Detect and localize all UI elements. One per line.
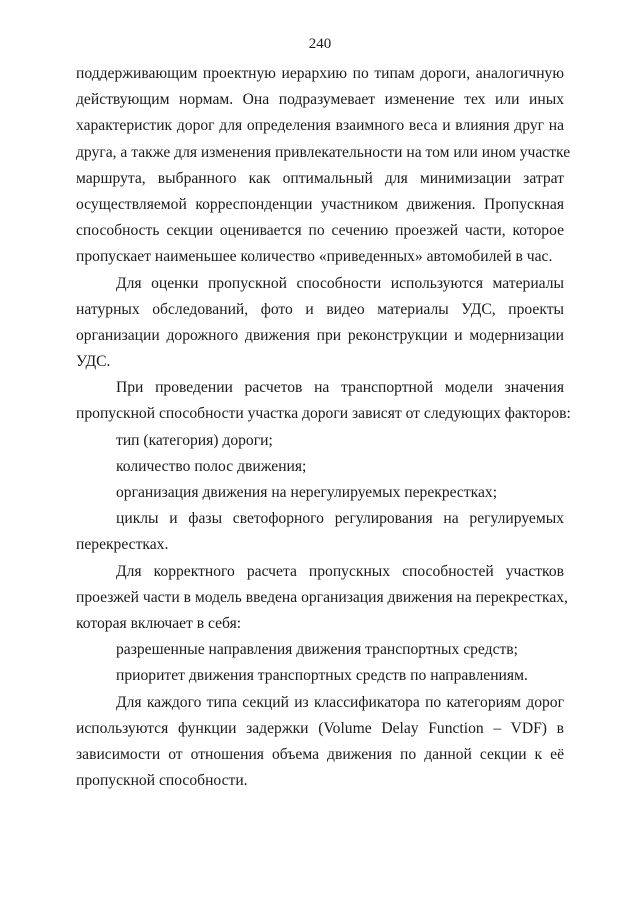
text-line: При проведении расчетов на транспортной модели значения (116, 379, 564, 397)
text-line: Для каждого типа секций из классификатора по категориям дорог (116, 693, 564, 711)
text-line: пропускной способности участка дороги зависят от следующих факторов: (76, 405, 571, 423)
list-item: тип (категория) дороги; (116, 431, 273, 449)
text-line: зависимости от отношения объема движения по данной секции к её (76, 745, 564, 763)
text-line: используются функции задержки (Volume Delay Function – VDF) в (76, 719, 564, 737)
text-line: характеристик дорог для определения взаимного веса и влияния друг на (76, 117, 564, 135)
text-line: действующим нормам. Она подразумевает изменение тех или иных (76, 91, 564, 109)
list-item: разрешенные направления движения транспортных средств; (116, 641, 519, 659)
text-line: способность секции оценивается по сечению проезжей части, которое (76, 222, 564, 240)
text-line: Для корректного расчета пропускных способностей участков (116, 562, 564, 580)
text-line: пропускает наименьшее количество «приведенных» автомобилей в час. (76, 248, 553, 266)
text-line: которая включает в себя: (76, 614, 242, 632)
list-item: циклы и фазы светофорного регулирования на регулируемых (116, 510, 564, 528)
list-item: количество полос движения; (116, 457, 307, 475)
list-item: приоритет движения транспортных средств по направлениям. (116, 667, 528, 685)
text-line: организации дорожного движения при реконструкции и модернизации (76, 326, 564, 344)
text-line: маршрута, выбранного как оптимальный для минимизации затрат (76, 169, 564, 187)
text-line: перекрестках. (76, 536, 169, 554)
text-line: поддерживающим проектную иерархию по типам дороги, аналогичную (76, 65, 564, 82)
text-line: пропускной способности. (76, 772, 248, 790)
text-line: натурных обследований, фото и видео материалы УДС, проекты (76, 300, 564, 318)
text-line: Для оценки пропускной способности используются материалы (116, 274, 564, 292)
list-item: организация движения на нерегулируемых перекрестках; (116, 484, 498, 501)
text-line: проезжей части в модель введена организация движения на перекрестках, (76, 588, 568, 606)
page-number: 240 (308, 36, 332, 52)
text-line: друга, а также для изменения привлекательности на том или ином участке (76, 143, 571, 161)
body-text (76, 61, 571, 794)
text-line: осуществляемой корреспонденции участником движения. Пропускная (76, 195, 564, 213)
text-line: УДС. (76, 353, 111, 371)
